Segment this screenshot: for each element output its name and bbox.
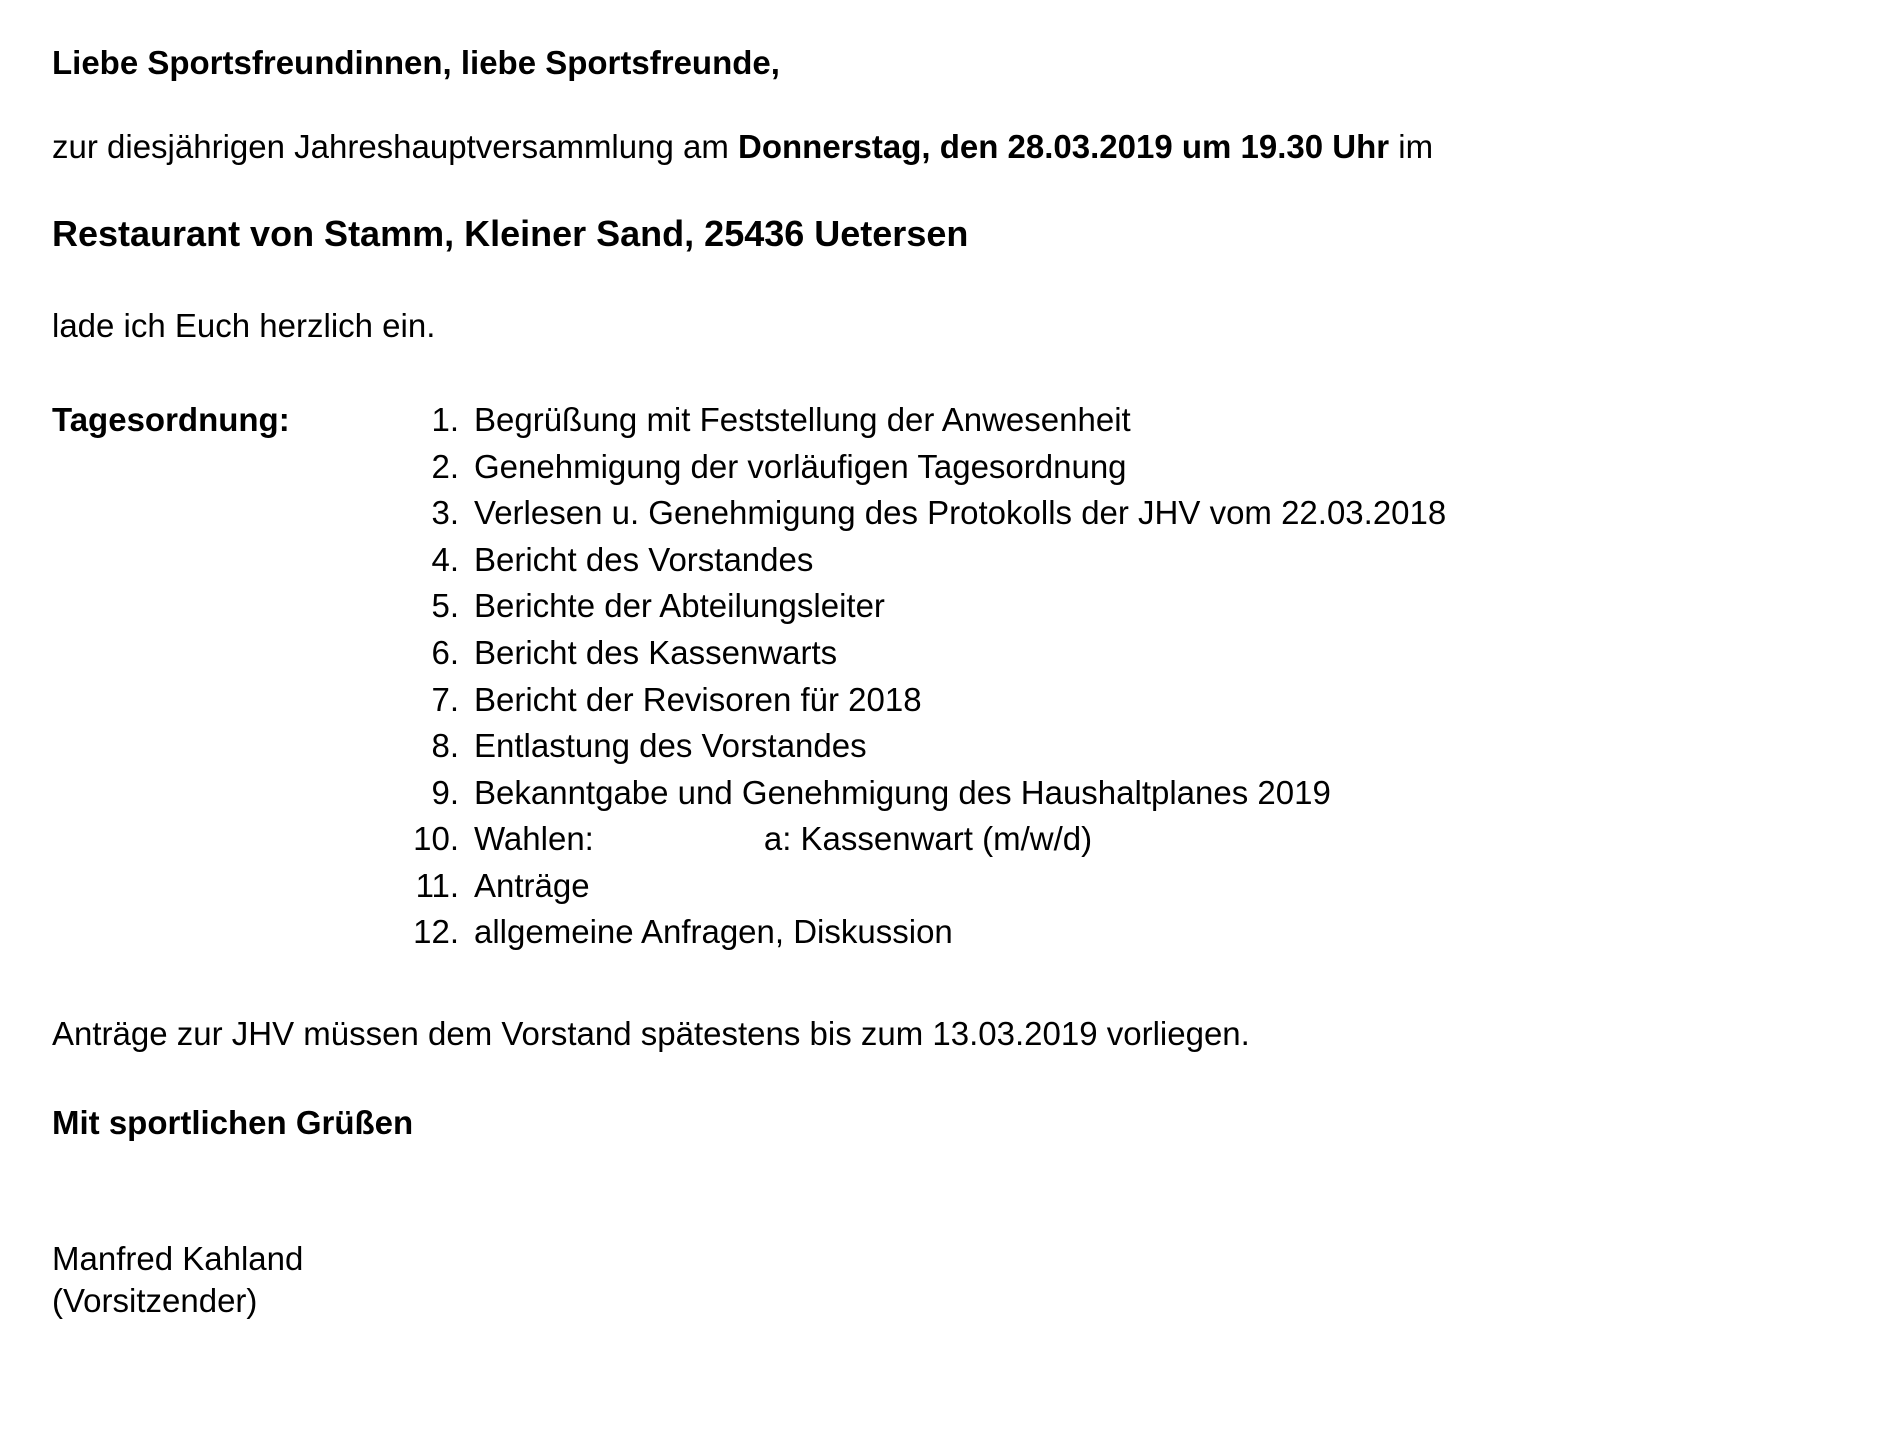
agenda-item-text: Bericht des Kassenwarts bbox=[474, 633, 838, 671]
closing-greeting: Mit sportlichen Grüßen bbox=[52, 1104, 414, 1141]
agenda-item-number: 12. bbox=[413, 913, 459, 951]
deadline-note: Anträge zur JHV müssen dem Vorstand spätestens bis zum 13.03.2019 vorliegen. bbox=[52, 1015, 1250, 1053]
agenda-item-text: Begrüßung mit Feststellung der Anwesenheit bbox=[474, 400, 1131, 438]
agenda-item-text: Genehmigung der vorläufigen Tagesordnung bbox=[474, 447, 1127, 485]
list-item bbox=[412, 400, 1838, 440]
agenda-item-number: 2. bbox=[431, 447, 459, 485]
signature-role: (Vorsitzender) bbox=[52, 1282, 258, 1320]
list-item bbox=[412, 680, 1838, 720]
agenda-item-number: 1. bbox=[431, 400, 459, 438]
agenda-item-number: 9. bbox=[431, 773, 459, 811]
agenda-label: Tagesordnung: bbox=[52, 400, 290, 438]
agenda-item-text: Entlastung des Vorstandes bbox=[474, 727, 867, 765]
list-item bbox=[412, 493, 1838, 533]
lead-in-line: lade ich Euch herzlich ein. bbox=[52, 307, 436, 344]
agenda-item-label: Wahlen: bbox=[474, 820, 594, 858]
list-item bbox=[412, 633, 1838, 673]
invitation-suffix: im bbox=[1389, 127, 1434, 165]
list-item bbox=[412, 912, 1838, 952]
agenda-item-subitem: a: Kassenwart (m/w/d) bbox=[763, 820, 1093, 858]
agenda-item-number: 8. bbox=[431, 727, 459, 765]
list-item bbox=[412, 819, 1838, 859]
agenda-item-number: 5. bbox=[431, 587, 459, 625]
agenda-item-text: allgemeine Anfragen, Diskussion bbox=[474, 913, 953, 951]
agenda-item-text: Bekanntgabe und Genehmigung des Haushaltplanes 2019 bbox=[474, 773, 1331, 811]
agenda-item-number: 3. bbox=[431, 494, 459, 532]
signature-name: Manfred Kahland bbox=[52, 1239, 304, 1277]
list-item bbox=[412, 726, 1838, 766]
invitation-line bbox=[52, 127, 1838, 167]
agenda-item-number: 10. bbox=[413, 820, 459, 858]
agenda-item-text: Berichte der Abteilungsleiter bbox=[474, 587, 885, 625]
list-item bbox=[412, 540, 1838, 580]
invitation-prefix: zur diesjährigen Jahreshauptversammlung am bbox=[52, 127, 739, 165]
agenda-block bbox=[52, 400, 1838, 959]
agenda-item-text: Verlesen u. Genehmigung des Protokolls der JHV vom 22.03.2018 bbox=[474, 494, 1447, 532]
list-item bbox=[412, 866, 1838, 906]
list-item bbox=[412, 773, 1838, 813]
agenda-item-text: Bericht des Vorstandes bbox=[474, 540, 814, 578]
agenda-item-number: 4. bbox=[431, 540, 459, 578]
salutation: Liebe Sportsfreundinnen, liebe Sportsfreunde, bbox=[52, 44, 780, 81]
invitation-datetime: Donnerstag, den 28.03.2019 um 19.30 Uhr bbox=[738, 127, 1390, 165]
signature-block bbox=[52, 1239, 1838, 1322]
agenda-item-number: 7. bbox=[431, 680, 459, 718]
agenda-list bbox=[412, 400, 1838, 959]
agenda-item-text: Bericht der Revisoren für 2018 bbox=[474, 680, 922, 718]
venue-line: Restaurant von Stamm, Kleiner Sand, 25436 Uetersen bbox=[52, 212, 969, 254]
list-item bbox=[412, 586, 1838, 626]
agenda-item-number: 11. bbox=[415, 866, 459, 904]
agenda-item-text: Anträge bbox=[474, 866, 590, 904]
agenda-item-text bbox=[474, 819, 1838, 859]
list-item bbox=[412, 447, 1838, 487]
agenda-item-number: 6. bbox=[431, 633, 459, 671]
